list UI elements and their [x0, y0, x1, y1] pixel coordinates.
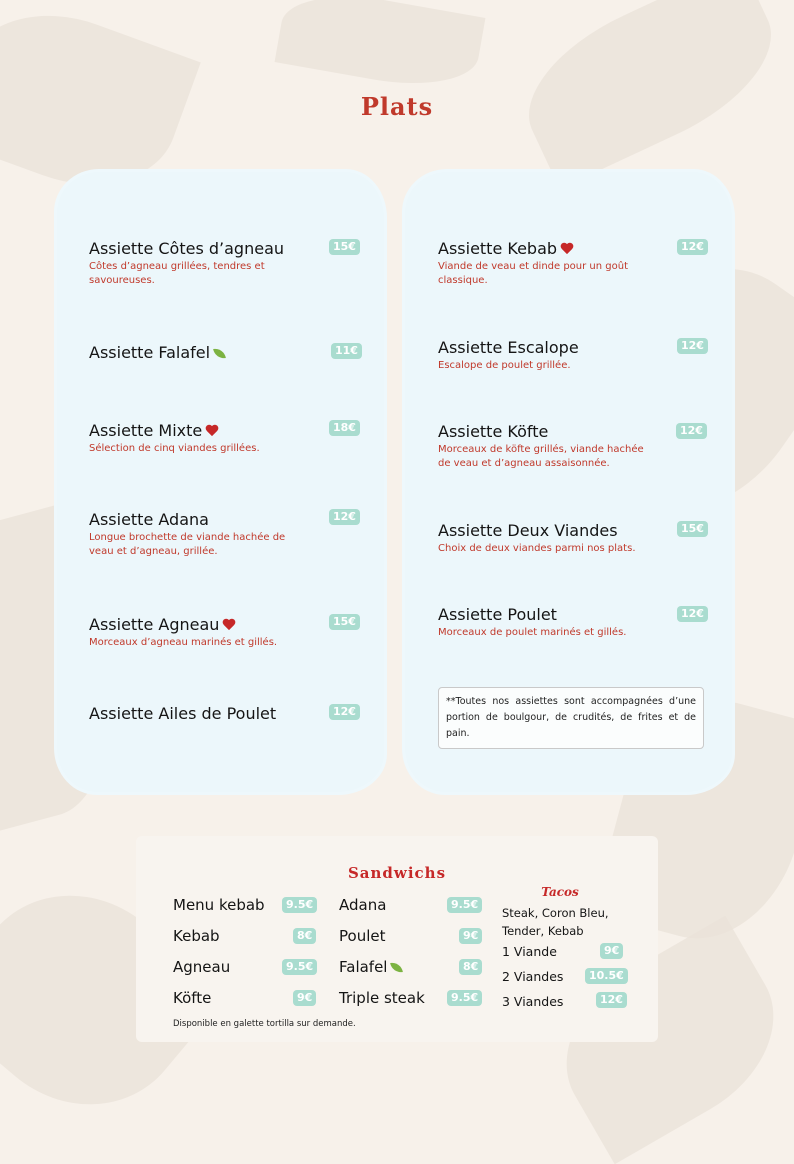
price-badge: 12€	[677, 606, 708, 622]
sandwich-item-name: Poulet	[339, 927, 386, 945]
price-badge: 9€	[600, 943, 623, 959]
menu-item	[89, 510, 304, 559]
item-description: Sélection de cinq viandes grillées.	[89, 443, 260, 454]
leaf-icon	[213, 347, 226, 360]
sandwich-item-name: Falafel	[339, 958, 388, 976]
item-name: Assiette Ailes de Poulet	[89, 704, 277, 723]
menu-item	[89, 615, 304, 650]
accompaniment-note: **Toutes nos assiettes sont accompagnées d’une portion de boulgour, de crudités, de frites et de pain.	[438, 687, 704, 749]
tacos-title: Tacos	[541, 885, 579, 899]
menu-item	[438, 605, 653, 640]
availability-note: Disponible en galette tortilla sur demande.	[173, 1019, 356, 1029]
sandwich-item-name: Menu kebab	[173, 896, 265, 914]
item-name: Assiette Deux Viandes	[438, 521, 618, 540]
item-name: Assiette Kebab	[438, 239, 558, 258]
item-name: Assiette Escalope	[438, 338, 579, 357]
tacos-option-name: 3 Viandes	[502, 994, 564, 1009]
price-badge: 15€	[329, 239, 360, 255]
item-description: Viande de veau et dinde pour un goût classique.	[438, 261, 629, 286]
price-badge: 15€	[329, 614, 360, 630]
item-description: Morceaux d’agneau marinés et gillés.	[89, 637, 278, 648]
price-badge: 9.5€	[282, 897, 317, 913]
item-name: Assiette Mixte	[89, 421, 203, 440]
menu-item	[89, 343, 304, 363]
sandwich-item	[339, 958, 402, 976]
item-description: Morceaux de köfte grillés, viande hachée de veau et d’agneau assaisonnée.	[438, 444, 644, 469]
price-badge: 9.5€	[447, 990, 482, 1006]
tacos-option-name: 2 Viandes	[502, 969, 564, 984]
background-leaf	[275, 0, 486, 97]
sandwich-item-name: Adana	[339, 896, 387, 914]
menu-item	[438, 521, 653, 556]
menu-item	[438, 338, 653, 373]
item-name: Assiette Falafel	[89, 343, 211, 362]
menu-item	[89, 421, 304, 456]
price-badge: 12€	[676, 423, 707, 439]
price-badge: 10.5€	[585, 968, 628, 984]
price-badge: 12€	[329, 704, 360, 720]
price-badge: 8€	[459, 959, 482, 975]
price-badge: 18€	[329, 420, 360, 436]
sandwich-item-name: Kebab	[173, 927, 220, 945]
price-badge: 15€	[677, 521, 708, 537]
item-name: Assiette Côtes d’agneau	[89, 239, 285, 258]
sandwich-item-name: Köfte	[173, 989, 212, 1007]
price-badge: 9.5€	[447, 897, 482, 913]
item-description: Côtes d’agneau grillées, tendres et savoureuses.	[89, 261, 265, 286]
price-badge: 12€	[677, 338, 708, 354]
heart-icon	[561, 243, 573, 255]
page-title: Plats	[360, 92, 434, 121]
sandwich-title: Sandwichs	[347, 864, 447, 882]
item-description: Morceaux de poulet marinés et gillés.	[438, 627, 627, 638]
item-name: Assiette Agneau	[89, 615, 220, 634]
item-description: Escalope de poulet grillée.	[438, 360, 571, 371]
item-name: Assiette Poulet	[438, 605, 557, 624]
menu-item	[89, 239, 304, 288]
price-badge: 12€	[329, 509, 360, 525]
sandwich-item-name: Agneau	[173, 958, 231, 976]
price-badge: 8€	[293, 928, 316, 944]
price-badge: 9€	[293, 990, 316, 1006]
menu-item	[438, 239, 653, 288]
heart-icon	[223, 619, 235, 631]
sandwich-item-name: Triple steak	[339, 989, 425, 1007]
item-description: Choix de deux viandes parmi nos plats.	[438, 543, 636, 554]
heart-icon	[206, 425, 218, 437]
price-badge: 9€	[459, 928, 482, 944]
item-description: Longue brochette de viande hachée de veau et d’agneau, grillée.	[89, 532, 286, 557]
tacos-option-name: 1 Viande	[502, 944, 557, 959]
leaf-icon	[391, 961, 404, 974]
price-badge: 9.5€	[282, 959, 317, 975]
price-badge: 11€	[331, 343, 362, 359]
price-badge: 12€	[677, 239, 708, 255]
price-badge: 12€	[596, 992, 627, 1008]
item-name: Assiette Köfte	[438, 422, 549, 441]
menu-item	[89, 704, 304, 724]
tacos-description: Steak, Coron Bleu, Tender, Kebab	[502, 906, 609, 938]
item-name: Assiette Adana	[89, 510, 209, 529]
menu-item	[438, 422, 653, 471]
